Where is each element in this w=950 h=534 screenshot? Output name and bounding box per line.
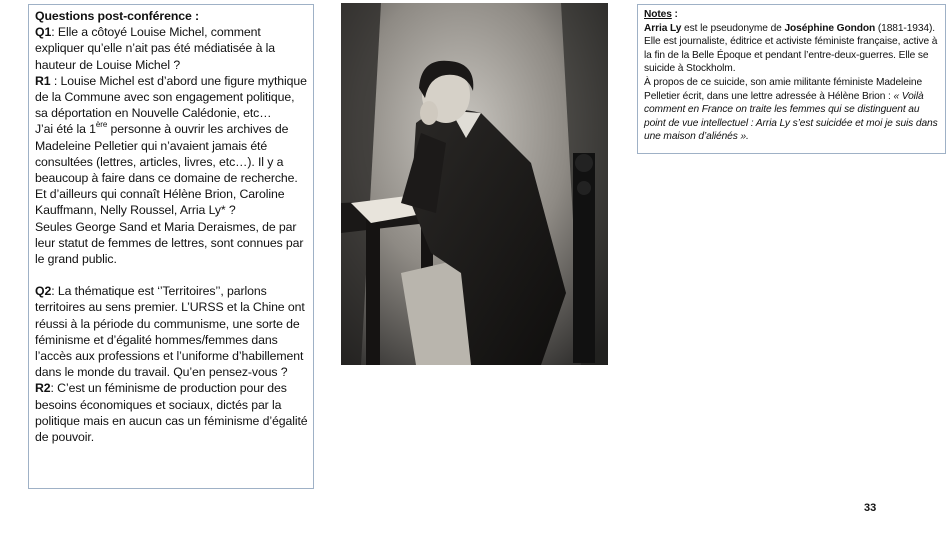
- notes-suicide: À propos de ce suicide, son amie militante féministe Madeleine Pelletier écrit, dans une lettre adressée à Hélène Brion : « Voilà comment en France on traite les femmes qui se distinguent au point de vue intellectuel : Arria Ly s’est suicidée et moi je suis dans une maison d’aliénés ».: [644, 76, 938, 143]
- notes-textbox: [637, 4, 946, 154]
- notes-name: Arria Ly: [644, 22, 682, 34]
- r2-text: : C’est un féminisme de production pour des besoins économiques et sociaux, dictés par la politique mais en aucun cas un féminisme d’égalité de pouvoir.: [35, 381, 308, 445]
- notes-bio: Arria Ly est le pseudonyme de Joséphine Gondon (1881-1934). Elle est journaliste, éditrice et activiste féministe française, active à la fin de la Belle Époque et pendant l’entre-deux-guerres. Elle se suicide à Stockholm.: [644, 22, 938, 75]
- questions-title: Questions post-conférence :: [35, 9, 200, 23]
- q1-label: Q1: [35, 25, 52, 40]
- r1-text: : Louise Michel est d’abord une figure mythique de la Commune avec son engagement politique, sa déportation en Nouvelle Calédonie, etc…: [35, 73, 307, 121]
- r1-paragraph: [35, 73, 309, 122]
- portrait-photo: [341, 3, 608, 365]
- portrait-photo-icon: [341, 3, 608, 365]
- r1-label: R1: [35, 73, 51, 88]
- q1-text: : Elle a côtoyé Louise Michel, comment expliquer qu’elle n’ait pas été médiatisée à la hauteur de Louise Michel ?: [35, 25, 276, 72]
- r2-paragraph: [35, 380, 309, 445]
- page-number: 33: [864, 502, 877, 514]
- q2-label: Q2: [35, 284, 52, 299]
- notes-quote: « Voilà comment en France on traite les femmes qui se distinguent au point de vue intellectuel : Arria Ly s’est suicidée et moi je suis dans une maison d’aliénés ».: [644, 90, 938, 143]
- notes-title: Notes: [644, 9, 672, 20]
- notes-title-line: Notes :: [644, 9, 678, 20]
- q2-paragraph: [35, 283, 309, 380]
- questions-textbox: [28, 4, 314, 489]
- q1-paragraph: [35, 24, 309, 73]
- r2-label: R2: [35, 381, 51, 396]
- paragraph-gap: [35, 267, 309, 283]
- notes-real-name: Joséphine Gondon: [784, 22, 876, 34]
- q2-text: : La thématique est ‘’Territoires’’, parlons territoires au sens premier. L’URSS et la Chine ont réussi à la période du communisme, une sorte de féminisme et d’égalité hommes/femmes dans l’accès aux professions et l’uniforme d’habillement dans le monde du travail. Qu’en pensez-vous ?: [35, 284, 305, 380]
- r1-paragraph-2: J’ai été la 1ère personne à ouvrir les archives de Madeleine Pelletier qui n’avaient jamais été consultées (lettres, articles, livres, etc…). Il y a beaucoup à faire dans ce domaine de recherche. Et d’ailleurs qui connaît Hélène Brion, Caroline Kauffmann, Nelly Roussel, Arria Ly* ?: [35, 120, 298, 218]
- r1-paragraph-3: Seules George Sand et Maria Deraismes, de par leur statut de femmes de lettres, sont connues par le grand public.: [35, 219, 304, 267]
